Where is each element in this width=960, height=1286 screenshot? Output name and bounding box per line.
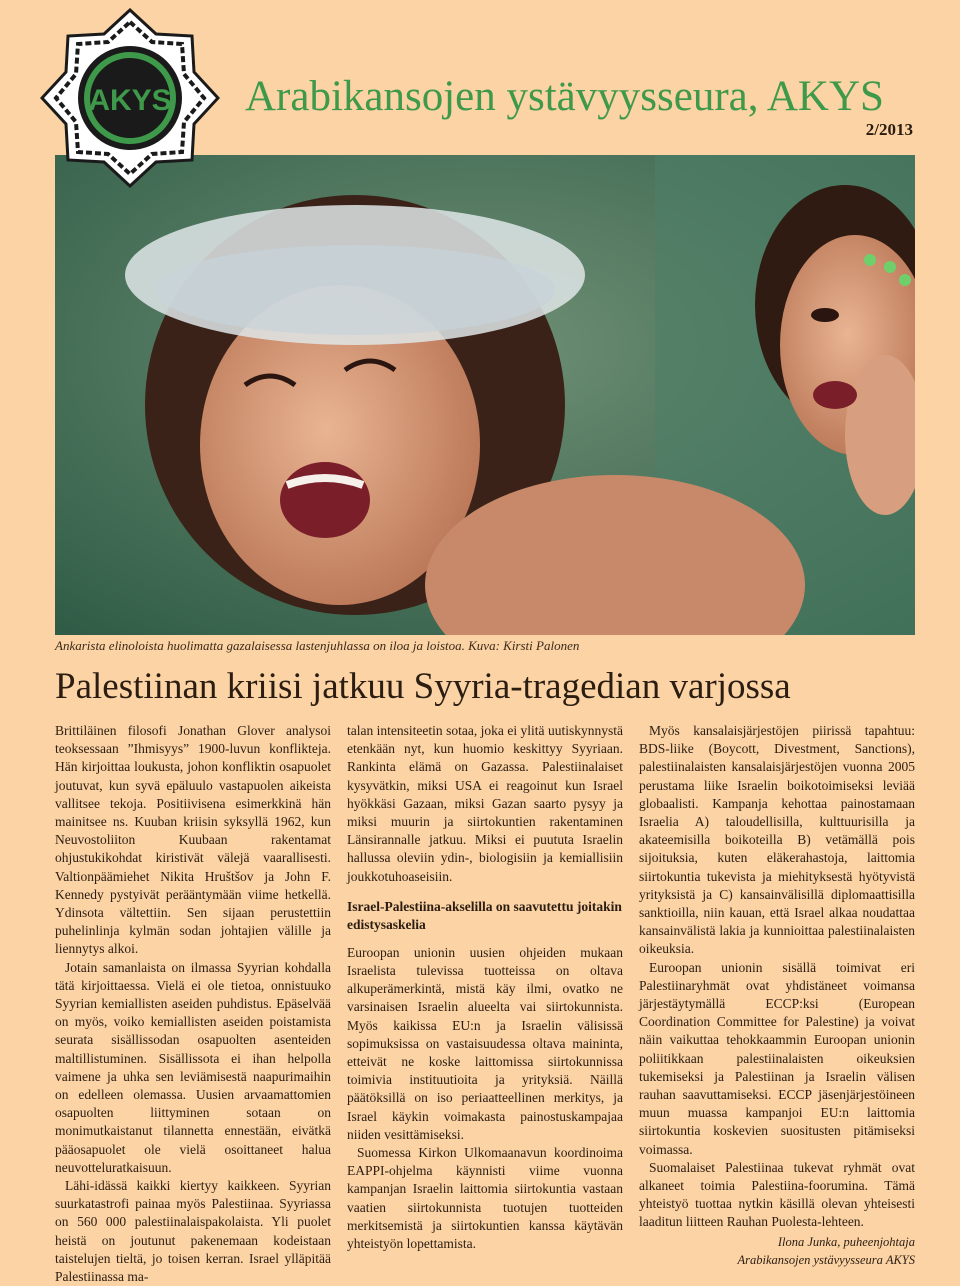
paragraph: Euroopan unionin uusien ohjeiden mukaan Israelista tulevissa tuotteissa on oltava alkuperämerkintä, mistä käy ilmi, ovatko ne varsinaisen Israelin alueelta vai siirtokunnista. Myös kaikissa EU:n ja Israelin välisissä sopimuksissa on vastaisuudessa oltava maininta, etteivät ne koske laittomissa siirtokunnissa toimivia instituutioita ja yrityksiä. Näillä päätöksillä on iso periaatteellinen merkitys, ja Israel käykin voimakasta painostuskampajaa niiden vesittämiseksi.	[347, 944, 623, 1142]
article-column-3	[639, 722, 915, 1268]
subheading: Israel-Palestiina-akselilla on saavutettu joitakin edistysaskelia	[347, 898, 622, 932]
masthead-title: Arabikansojen ystävyysseura, AKYS	[245, 73, 884, 120]
cover-photo-illustration	[55, 155, 915, 635]
paragraph: talan intensiteetin sotaa, joka ei ylitä uutiskynnystä etenkään nyt, kun huomio keskittyy Syyriaan. Rankinta elämä on Gazassa. Palestiinalaiset kysyvätkin, miksi USA ei reagoinut kun Israel hyökkäsi Gazaan, miksi Gazan saarto pysyy ja miksi muurin ja siirtokuntien rakentaminen Länsirannalle jatkuu. Miksi ei puututa Israelin hallussa oleviin ydin-, biologisiin ja kemiallisiin joukkotuhoaseisiin.	[347, 723, 623, 884]
paragraph: Jotain samanlaista on ilmassa Syyrian kohdalla tätä kirjoittaessa. Vielä ei ole tietoa, onnistuuko Syyrian kemiallisten aseiden puhdistus. Epäselvää on myös, voiko kemiallisten aseiden poistamista seurata sisällissodan osapuolten asenteiden maltillistuminen. Sisällissota ei ihan helpolla vaimene ja uhka sen leviämisestä naapurimaihin on edelleen olemassa. Uusien arvaamattomien osapuolten liittyminen sotaan on monimutkaistanut tilannetta ennestään, eivätkä pääosapuolet ole vielä osoittaneet halua neuvotteluratkaisuun.	[55, 959, 331, 1175]
paragraph: Suomalaiset Palestiinaa tukevat ryhmät ovat alkaneet toimia Palestiina-foorumina. Tämä yhteistyö tuottaa nytkin käsillä olevan yhteisesti laaditun liitteen Rauhan Puolesta-lehteen.	[639, 1159, 915, 1230]
article-column-2	[347, 722, 623, 1253]
akys-logo	[40, 8, 220, 188]
signature-org: Arabikansojen ystävyysseura AKYS	[737, 1252, 915, 1267]
logo-text: AKYS	[88, 84, 172, 117]
cover-photo	[55, 155, 915, 635]
article-column-1	[55, 722, 331, 1286]
paragraph: Lähi-idässä kaikki kiertyy kaikkeen. Syyrian suurkatastrofi painaa myös Palestiinaa. Syyriassa on 560 000 palestiinalaispakolaista. Yli puolet heistä on joutunut pakenemaan kodeistaan taistelujen tieltä, jo toisen kerran. Israel ylläpitää Palestiinassa ma-	[55, 1178, 331, 1285]
signature-name: Ilona Junka, puheenjohtaja	[777, 1234, 915, 1249]
article-headline: Palestiinan kriisi jatkuu Syyria-tragedian varjossa	[55, 666, 791, 707]
paragraph: Euroopan unionin sisällä toimivat eri Palestiinaryhmät ovat yhdistäneet voimansa järjestäytymällä ECCP:ksi (European Coordination Committee for Palestine) ja voivat näin vaikuttaa tehokkaammin Euroopan unionin poliitikkaan palestiinalaisten oikeuksien tukemiseksi ja Palestiinan ja Israelin välisen rauhan saavuttamiseksi. ECCP jäsenjärjestöineen muun muassa kampanjoi EU:n laittomia siirtokuntia koskevien suositusten pitämiseksi voimassa.	[639, 959, 915, 1157]
issue-number: 2/2013	[865, 120, 913, 139]
paragraph: Brittiläinen filosofi Jonathan Glover analysoi teoksessaan ”Ihmisyys” 1900-luvun konflikteja. Hän kirjoittaa loukusta, johon konfliktin osapuolet joutuvat, kun syvä epäluulo vastapuolen aikeista vallitsee tekoja. Positiivisena esimerkkinä hän mainitsee ns. Kuuban kriisin syksyllä 1962, kun Neuvostoliiton Kuubaan rakentamat ohjustukikohdat kiristivät välejä vaarallisesti. Valtionpäämiehet Nikita Hruštšov ja John F. Kennedy pystyivät perääntymään viime hetkellä. Ydinsota vältettiin. Sen sijaan perustettiin puhelinlinja kylmän sodan johtajien välille ja liennytys alkoi.	[55, 723, 331, 957]
logo-emblem	[40, 8, 220, 188]
photo-caption: Ankarista elinoloista huolimatta gazalaisessa lastenjuhlassa on iloa ja loistoa. Kuva: Kirsti Palonen	[55, 638, 580, 653]
paragraph: Suomessa Kirkon Ulkomaanavun koordinoima EAPPI-ohjelma käynnisti viime vuonna kampanjan Israelin laittomia siirtokuntia vastaan vaatien siirtokunnista tuotujen tuotteiden merkitsemistä ja siirtokuntien kanssa käytävän yhteistyön lopettamista.	[347, 1145, 623, 1252]
paragraph: Myös kansalaisjärjestöjen piirissä tapahtuu: BDS-liike (Boycott, Divestment, Sanctions), palestiinalaisten kansalaisjärjestöjen vuonna 2005 perustama liike Israelin boikotoimiseksi leviää globaalisti. Kampanja kehottaa painostamaan Israelia A) taloudellisilla, kulttuurisilla ja akateemisilla boikoteilla B) vetämällä pois sijoituksia, kuten eläkerahastoja, laittomia siirtokuntia tukevista ja miehityksestä hyötyvistä yrityksistä ja C) kansainvälisillä diplomaattisilla sanktioilla, niin kauan, että Israel alkaa noudattaa kansainvälistä lakia ja kunnioittaa palestiinalaisten oikeuksia.	[639, 723, 915, 957]
